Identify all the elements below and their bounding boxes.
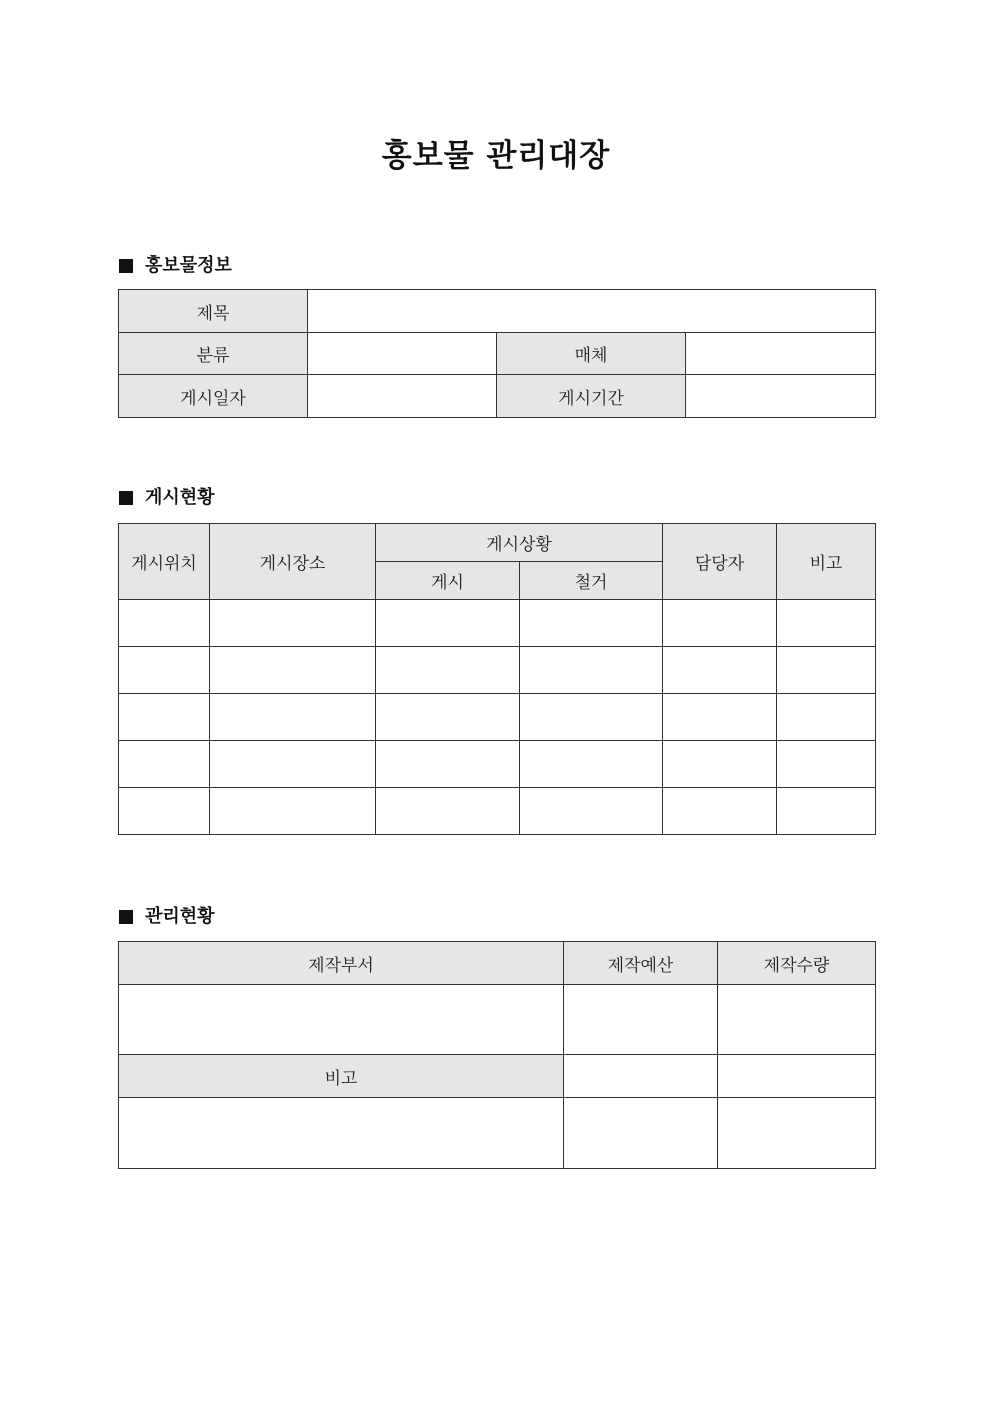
square-bullet-icon [119,910,133,924]
cell-posted[interactable] [376,694,520,741]
table-row [119,694,876,741]
cell-place[interactable] [210,694,376,741]
value-post-date[interactable] [308,375,497,418]
header-remarks: 비고 [777,524,876,600]
cell-remarks[interactable] [777,741,876,788]
header-department: 제작부서 [119,942,564,985]
label-media: 매체 [497,333,686,375]
header-mgmt-remarks: 비고 [119,1055,564,1098]
section-heading-posting-label: 게시현황 [145,487,215,508]
header-posted: 게시 [376,562,520,600]
table-row [119,788,876,835]
cell-location[interactable] [119,741,210,788]
cell-place[interactable] [210,647,376,694]
section-heading-management-label: 관리현황 [145,906,215,927]
value-category[interactable] [308,333,497,375]
info-table [118,289,876,418]
header-manager: 담당자 [663,524,777,600]
header-place: 게시장소 [210,524,376,600]
section-heading-posting [119,486,215,510]
square-bullet-icon [119,259,133,273]
cell-place[interactable] [210,741,376,788]
value-post-period[interactable] [686,375,876,418]
value-quantity[interactable] [718,985,876,1055]
cell-removed[interactable] [520,694,663,741]
cell-posted[interactable] [376,741,520,788]
cell-remarks-quantity-header[interactable] [718,1055,876,1098]
value-department[interactable] [119,985,564,1055]
cell-removed[interactable] [520,647,663,694]
value-mgmt-remarks[interactable] [119,1098,564,1169]
header-quantity: 제작수량 [718,942,876,985]
table-row [119,741,876,788]
cell-posted[interactable] [376,600,520,647]
cell-remarks[interactable] [777,600,876,647]
cell-remarks[interactable] [777,694,876,741]
value-budget[interactable] [564,985,718,1055]
header-status: 게시상황 [376,524,663,562]
cell-removed[interactable] [520,600,663,647]
cell-location[interactable] [119,694,210,741]
square-bullet-icon [119,491,133,505]
cell-location[interactable] [119,600,210,647]
posting-table [118,523,876,835]
label-post-period: 게시기간 [497,375,686,418]
cell-place[interactable] [210,600,376,647]
table-row [119,647,876,694]
cell-place[interactable] [210,788,376,835]
header-budget: 제작예산 [564,942,718,985]
management-table [118,941,876,1169]
header-location: 게시위치 [119,524,210,600]
cell-manager[interactable] [663,741,777,788]
cell-removed[interactable] [520,788,663,835]
cell-remarks-quantity[interactable] [718,1098,876,1169]
value-media[interactable] [686,333,876,375]
cell-remarks-budget[interactable] [564,1098,718,1169]
section-heading-management [119,905,215,929]
cell-manager[interactable] [663,600,777,647]
cell-remarks[interactable] [777,647,876,694]
cell-posted[interactable] [376,788,520,835]
value-title[interactable] [308,290,876,333]
label-category: 분류 [119,333,308,375]
header-removed: 철거 [520,562,663,600]
cell-location[interactable] [119,788,210,835]
cell-remarks[interactable] [777,788,876,835]
document-title: 홍보물 관리대장 [381,138,611,174]
cell-remarks-budget-header[interactable] [564,1055,718,1098]
label-post-date: 게시일자 [119,375,308,418]
section-heading-info [119,254,232,278]
cell-removed[interactable] [520,741,663,788]
cell-posted[interactable] [376,647,520,694]
label-title: 제목 [119,290,308,333]
table-row [119,600,876,647]
cell-manager[interactable] [663,788,777,835]
cell-location[interactable] [119,647,210,694]
cell-manager[interactable] [663,647,777,694]
cell-manager[interactable] [663,694,777,741]
section-heading-info-label: 홍보물정보 [145,255,232,276]
